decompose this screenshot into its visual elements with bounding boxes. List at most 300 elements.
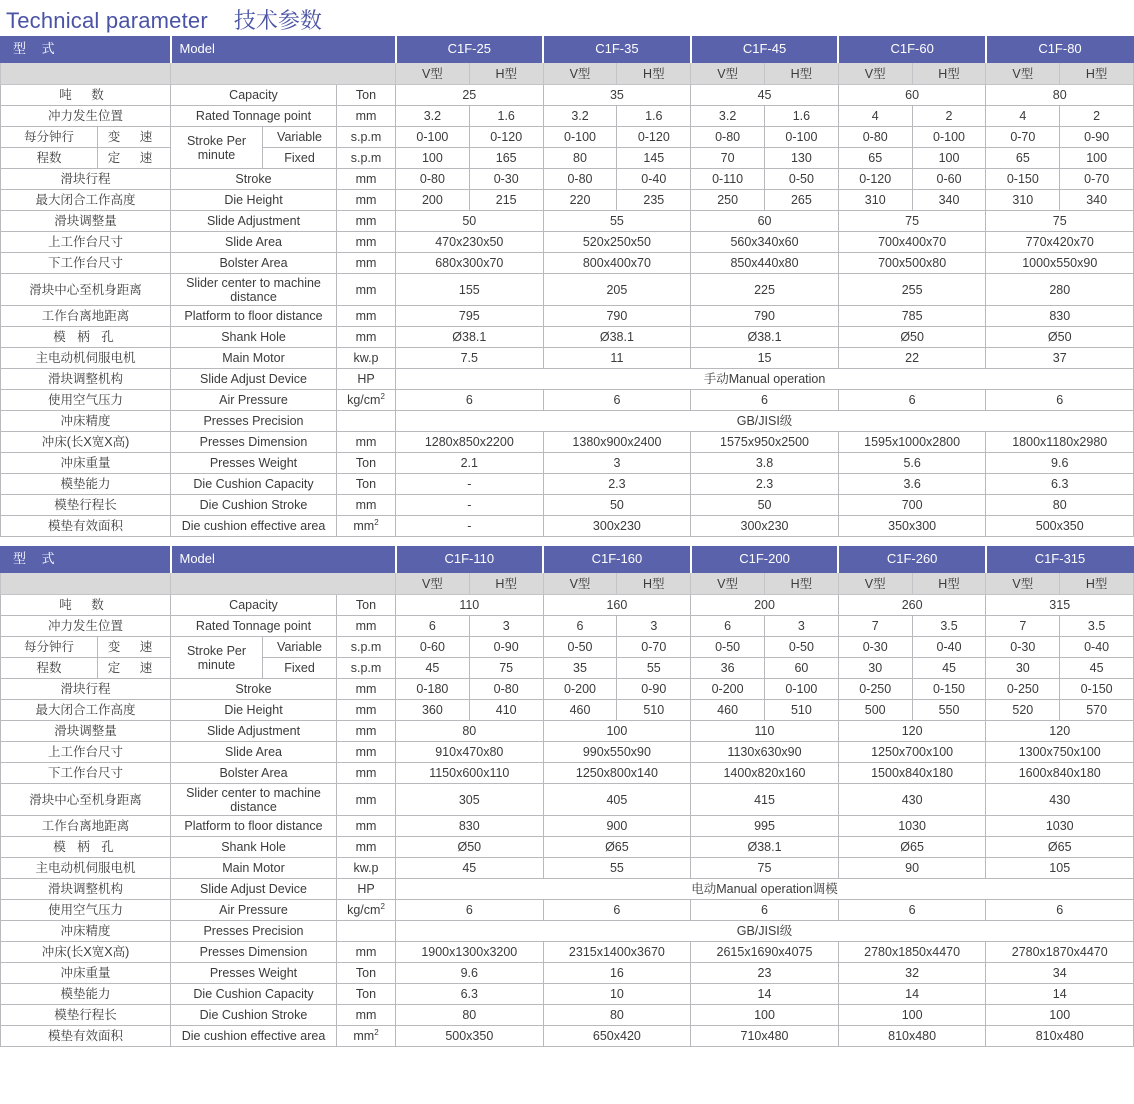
value-cell: 2615x1690x4075: [691, 942, 839, 963]
value-cell: 90: [838, 858, 986, 879]
type-v-0: V型: [396, 573, 470, 595]
value-cell: 120: [838, 721, 986, 742]
value-cell: 2: [1060, 106, 1134, 127]
label-unit: mm: [337, 721, 396, 742]
label-en: Rated Tonnage point: [171, 616, 337, 637]
value-cell: 785: [838, 306, 986, 327]
label-unit: Ton: [337, 474, 396, 495]
value-cell: 0-40: [1060, 637, 1134, 658]
value-cell: 700x500x80: [838, 253, 986, 274]
value-cell: 790: [691, 306, 839, 327]
value-cell: 2.1: [396, 453, 544, 474]
label-unit: mm: [337, 432, 396, 453]
type-h-0: H型: [469, 573, 543, 595]
unit-text: kg/cm: [347, 903, 381, 918]
table-row: [1, 127, 1134, 148]
label-unit: mm: [337, 700, 396, 721]
label-en: Bolster Area: [171, 253, 337, 274]
value-cell: 415: [691, 784, 839, 816]
table-row: [1, 232, 1134, 253]
label-en: Platform to floor distance: [171, 306, 337, 327]
label-en: Slide Area: [171, 232, 337, 253]
table1-header-types: [1, 63, 1134, 85]
value-cell: 0-150: [986, 169, 1060, 190]
value-cell: 0-250: [986, 679, 1060, 700]
value-cell: 200: [396, 190, 470, 211]
value-cell: 0-30: [838, 637, 912, 658]
table-row: [1, 327, 1134, 348]
value-cell: 995: [691, 816, 839, 837]
label-cn: 冲床精度: [1, 411, 171, 432]
value-cell: Ø50: [986, 327, 1134, 348]
label-unit: Ton: [337, 963, 396, 984]
label-en: Slide Area: [171, 742, 337, 763]
value-cell: 155: [396, 274, 544, 306]
type-v-3: V型: [838, 63, 912, 85]
label-en-line1: Stroke Per: [186, 643, 247, 658]
label-cn: 滑块调整机构: [1, 369, 171, 390]
value-cell: 500: [838, 700, 912, 721]
value-cell: 100: [396, 148, 470, 169]
value-cell: 1400x820x160: [691, 763, 839, 784]
label-cn: 模垫有效面积: [1, 1026, 171, 1047]
table-row: [1, 253, 1134, 274]
value-cell: 340: [912, 190, 986, 211]
value-cell: 14: [838, 984, 986, 1005]
value-cell: 32: [838, 963, 986, 984]
label-cn: 上工作台尺寸: [1, 742, 171, 763]
value-cell: 830: [986, 306, 1134, 327]
value-cell: 315: [986, 595, 1134, 616]
value-cell: 0-250: [838, 679, 912, 700]
value-cell: 560x340x60: [691, 232, 839, 253]
value-cell: 2.3: [543, 474, 691, 495]
value-cell: 2315x1400x3670: [543, 942, 691, 963]
value-cell: 22: [838, 348, 986, 369]
value-cell: 16: [543, 963, 691, 984]
value-cell: 23: [691, 963, 839, 984]
value-cell: 500x350: [396, 1026, 544, 1047]
table-row: [1, 637, 1134, 658]
value-cell: 11: [543, 348, 691, 369]
table-row: [1, 348, 1134, 369]
value-cell: Ø65: [838, 837, 986, 858]
value-cell: 3.2: [691, 106, 765, 127]
value-cell: 310: [838, 190, 912, 211]
value-cell: 0-200: [543, 679, 617, 700]
value-cell: 260: [838, 595, 986, 616]
label-en: Stroke: [171, 169, 337, 190]
label-cn: 最大闭合工作高度: [1, 700, 171, 721]
value-cell: 45: [691, 85, 839, 106]
type-v-1: V型: [543, 63, 617, 85]
value-cell: 75: [691, 858, 839, 879]
label-unit: mm: [337, 232, 396, 253]
value-cell: 30: [838, 658, 912, 679]
value-cell: 36: [691, 658, 765, 679]
value-cell: 1300x750x100: [986, 742, 1134, 763]
model-header-3: C1F-60: [838, 37, 986, 63]
value-cell: Ø38.1: [691, 327, 839, 348]
value-cell: 130: [765, 148, 839, 169]
value-cell: 10: [543, 984, 691, 1005]
label-cn: 模垫有效面积: [1, 516, 171, 537]
value-cell: 3.5: [1060, 616, 1134, 637]
label-unit: [337, 921, 396, 942]
page-title-en: Technical parameter: [6, 8, 208, 33]
value-cell: 6.3: [396, 984, 544, 1005]
table-row: [1, 1026, 1134, 1047]
value-cell: 2780x1850x4470: [838, 942, 986, 963]
table-row: [1, 595, 1134, 616]
value-cell: 200: [691, 595, 839, 616]
value-cell: 75: [838, 211, 986, 232]
value-cell: 35: [543, 658, 617, 679]
value-cell: 305: [396, 784, 544, 816]
value-cell: 14: [691, 984, 839, 1005]
label-en: [171, 637, 263, 679]
table-row: [1, 369, 1134, 390]
value-cell: 0-100: [543, 127, 617, 148]
value-cell: 550: [912, 700, 986, 721]
value-cell: 0-30: [986, 637, 1060, 658]
label-cn: 冲力发生位置: [1, 616, 171, 637]
value-cell: 0-70: [986, 127, 1060, 148]
model-header-4: C1F-315: [986, 547, 1134, 573]
value-cell: 225: [691, 274, 839, 306]
label-cn: 冲床精度: [1, 921, 171, 942]
value-cell: 570: [1060, 700, 1134, 721]
value-cell: 0-120: [617, 127, 691, 148]
spec-table-2: [0, 546, 1134, 1047]
type-v-4: V型: [986, 63, 1060, 85]
value-cell-merged: 电动Manual operation调模: [396, 879, 1134, 900]
value-cell: 0-60: [912, 169, 986, 190]
value-cell: 790: [543, 306, 691, 327]
value-cell: 1250x700x100: [838, 742, 986, 763]
value-cell: 0-90: [617, 679, 691, 700]
value-cell: 6: [396, 616, 470, 637]
value-cell: 120: [986, 721, 1134, 742]
label-en: Presses Dimension: [171, 942, 337, 963]
table-row: [1, 190, 1134, 211]
value-cell: Ø50: [838, 327, 986, 348]
value-cell: 100: [986, 1005, 1134, 1026]
label-unit: Ton: [337, 453, 396, 474]
value-cell: 6.3: [986, 474, 1134, 495]
table-row: [1, 495, 1134, 516]
value-cell: 460: [543, 700, 617, 721]
model-header-0: C1F-25: [396, 37, 544, 63]
value-cell: -: [396, 474, 544, 495]
type-h-2: H型: [765, 63, 839, 85]
value-cell: 770x420x70: [986, 232, 1134, 253]
value-cell-merged: GB/JISI级: [396, 411, 1134, 432]
value-cell: 35: [543, 85, 691, 106]
value-cell: 2.3: [691, 474, 839, 495]
label-cn: 滑块调整量: [1, 211, 171, 232]
value-cell: 500x350: [986, 516, 1134, 537]
type-h-4: H型: [1060, 63, 1134, 85]
value-cell: 0-80: [838, 127, 912, 148]
type-v-2: V型: [691, 573, 765, 595]
value-cell: 1600x840x180: [986, 763, 1134, 784]
value-cell: 7: [986, 616, 1060, 637]
label-en: Capacity: [171, 85, 337, 106]
table-row: [1, 784, 1134, 816]
value-cell: 0-180: [396, 679, 470, 700]
value-cell-merged: GB/JISI级: [396, 921, 1134, 942]
model-header-4: C1F-80: [986, 37, 1134, 63]
value-cell: 65: [986, 148, 1060, 169]
label-cn: 工作台离地距离: [1, 816, 171, 837]
value-cell: -: [396, 516, 544, 537]
value-cell: 910x470x80: [396, 742, 544, 763]
value-cell: 6: [838, 390, 986, 411]
label-en: Die Cushion Stroke: [171, 495, 337, 516]
label-cn: 下工作台尺寸: [1, 253, 171, 274]
label-unit: kw.p: [337, 858, 396, 879]
value-cell: 4: [986, 106, 1060, 127]
table-row: [1, 816, 1134, 837]
label-unit: s.p.m: [337, 148, 396, 169]
label-unit: HP: [337, 879, 396, 900]
value-cell: 80: [986, 495, 1134, 516]
label-en: Presses Weight: [171, 963, 337, 984]
value-cell: 100: [543, 721, 691, 742]
value-cell: 2780x1870x4470: [986, 942, 1134, 963]
table-row: [1, 211, 1134, 232]
label-en-line2: minute: [197, 147, 236, 162]
value-cell: 0-70: [1060, 169, 1134, 190]
value-cell: 280: [986, 274, 1134, 306]
model-header-2: C1F-45: [691, 37, 839, 63]
label-cn: 冲力发生位置: [1, 106, 171, 127]
value-cell: 430: [838, 784, 986, 816]
table-row: [1, 148, 1134, 169]
label-unit: [337, 411, 396, 432]
table-row: [1, 921, 1134, 942]
value-cell: 255: [838, 274, 986, 306]
label-cn: 模垫行程长: [1, 1005, 171, 1026]
value-cell: 5.6: [838, 453, 986, 474]
label-en-sub: Variable: [263, 637, 337, 658]
value-cell: 1575x950x2500: [691, 432, 839, 453]
value-cell: 7.5: [396, 348, 544, 369]
label-en: Main Motor: [171, 348, 337, 369]
value-cell: 0-80: [691, 127, 765, 148]
value-cell: 250: [691, 190, 765, 211]
label-unit: [337, 1026, 396, 1047]
value-cell: 205: [543, 274, 691, 306]
label-en: Die Height: [171, 700, 337, 721]
value-cell: 3.5: [912, 616, 986, 637]
value-cell: 795: [396, 306, 544, 327]
value-cell: 6: [691, 900, 839, 921]
label-en: Capacity: [171, 595, 337, 616]
label-en-sub: Fixed: [263, 658, 337, 679]
value-cell: -: [396, 495, 544, 516]
header-spacer-left: [1, 63, 171, 85]
value-cell: 810x480: [838, 1026, 986, 1047]
value-cell: 265: [765, 190, 839, 211]
label-en: Shank Hole: [171, 327, 337, 348]
label-en: Slide Adjustment: [171, 211, 337, 232]
value-cell: 45: [396, 858, 544, 879]
value-cell: 1800x1180x2980: [986, 432, 1134, 453]
value-cell: 6: [838, 900, 986, 921]
table-row: [1, 721, 1134, 742]
unit-superscript: 2: [374, 517, 379, 527]
label-unit: [337, 390, 396, 411]
table2-header-types: [1, 573, 1134, 595]
label-unit: mm: [337, 616, 396, 637]
value-cell: 165: [469, 148, 543, 169]
model-header-1: C1F-35: [543, 37, 691, 63]
label-unit: s.p.m: [337, 658, 396, 679]
unit-text: kg/cm: [347, 393, 381, 408]
label-unit: s.p.m: [337, 127, 396, 148]
header-spacer-left: [1, 573, 171, 595]
header-model-cn: 型 式: [1, 37, 171, 63]
header-model-en: Model: [171, 547, 396, 573]
value-cell: 0-50: [765, 169, 839, 190]
value-cell: 0-100: [912, 127, 986, 148]
label-en-sub: Variable: [263, 127, 337, 148]
value-cell: 34: [986, 963, 1134, 984]
value-cell: 1595x1000x2800: [838, 432, 986, 453]
label-en-sub: Fixed: [263, 148, 337, 169]
label-cn: 工作台离地距离: [1, 306, 171, 327]
value-cell: 14: [986, 984, 1134, 1005]
label-unit: [337, 516, 396, 537]
value-cell: 100: [1060, 148, 1134, 169]
type-h-4: H型: [1060, 573, 1134, 595]
value-cell: 3: [469, 616, 543, 637]
value-cell: 520: [986, 700, 1060, 721]
unit-text: mm: [353, 519, 375, 534]
table-row: [1, 106, 1134, 127]
label-cn: 滑块行程: [1, 169, 171, 190]
value-cell: 900: [543, 816, 691, 837]
label-unit: mm: [337, 106, 396, 127]
value-cell: 37: [986, 348, 1134, 369]
value-cell: 700x400x70: [838, 232, 986, 253]
label-cn: 模垫能力: [1, 474, 171, 495]
type-v-0: V型: [396, 63, 470, 85]
label-unit: [337, 900, 396, 921]
value-cell: 6: [986, 390, 1134, 411]
value-cell: 470x230x50: [396, 232, 544, 253]
value-cell: 340: [1060, 190, 1134, 211]
model-header-2: C1F-200: [691, 547, 839, 573]
table-row: [1, 1005, 1134, 1026]
label-cn: 最大闭合工作高度: [1, 190, 171, 211]
value-cell: 0-70: [617, 637, 691, 658]
header-model-en: Model: [171, 37, 396, 63]
value-cell: 0-90: [1060, 127, 1134, 148]
unit-superscript: 2: [380, 901, 385, 911]
value-cell: 6: [396, 390, 544, 411]
value-cell: Ø38.1: [543, 327, 691, 348]
label-unit: mm: [337, 253, 396, 274]
table-row: [1, 390, 1134, 411]
table-row: [1, 984, 1134, 1005]
value-cell: 0-120: [838, 169, 912, 190]
label-cn: 每分钟行: [1, 637, 98, 658]
label-en-line1: Stroke Per: [186, 133, 247, 148]
value-cell: 0-200: [691, 679, 765, 700]
value-cell: 6: [986, 900, 1134, 921]
value-cell: 100: [691, 1005, 839, 1026]
value-cell: 70: [691, 148, 765, 169]
table-row: [1, 858, 1134, 879]
label-en: Slide Adjustment: [171, 721, 337, 742]
value-cell: 1030: [838, 816, 986, 837]
label-cn: 吨 数: [1, 85, 171, 106]
value-cell: 9.6: [396, 963, 544, 984]
model-header-0: C1F-110: [396, 547, 544, 573]
label-en: Die cushion effective area: [171, 1026, 337, 1047]
value-cell: 310: [986, 190, 1060, 211]
label-unit: kw.p: [337, 348, 396, 369]
label-en: Die cushion effective area: [171, 516, 337, 537]
value-cell: 50: [691, 495, 839, 516]
label-unit: mm: [337, 763, 396, 784]
label-en: Die Cushion Stroke: [171, 1005, 337, 1026]
label-en: Shank Hole: [171, 837, 337, 858]
value-cell: 160: [543, 595, 691, 616]
value-cell: 0-30: [469, 169, 543, 190]
label-en: Die Cushion Capacity: [171, 984, 337, 1005]
type-v-1: V型: [543, 573, 617, 595]
value-cell: 215: [469, 190, 543, 211]
label-cn: 上工作台尺寸: [1, 232, 171, 253]
label-cn: 滑块行程: [1, 679, 171, 700]
header-spacer-mid: [171, 63, 396, 85]
value-cell: 405: [543, 784, 691, 816]
label-unit: mm: [337, 327, 396, 348]
label-en: Slider center to machine distance: [171, 274, 337, 306]
value-cell: 50: [396, 211, 544, 232]
table-row: [1, 658, 1134, 679]
table-row: [1, 742, 1134, 763]
value-cell: 75: [469, 658, 543, 679]
value-cell: 430: [986, 784, 1134, 816]
value-cell: 235: [617, 190, 691, 211]
value-cell: 850x440x80: [691, 253, 839, 274]
label-unit: mm: [337, 837, 396, 858]
label-cn: 冲床重量: [1, 453, 171, 474]
label-cn: 主电动机伺服电机: [1, 348, 171, 369]
label-unit: mm: [337, 211, 396, 232]
value-cell: Ø50: [396, 837, 544, 858]
label-cn-sub: 变 速: [98, 127, 171, 148]
label-unit: mm: [337, 816, 396, 837]
value-cell: 0-60: [396, 637, 470, 658]
value-cell: 0-100: [396, 127, 470, 148]
value-cell: 6: [543, 900, 691, 921]
value-cell: 460: [691, 700, 765, 721]
value-cell: 80: [396, 1005, 544, 1026]
spec-table-1: [0, 36, 1134, 537]
value-cell: 55: [543, 211, 691, 232]
value-cell: 6: [543, 616, 617, 637]
label-cn: 模 柄 孔: [1, 327, 171, 348]
value-cell: 830: [396, 816, 544, 837]
label-cn: 冲床重量: [1, 963, 171, 984]
value-cell: 300x230: [543, 516, 691, 537]
